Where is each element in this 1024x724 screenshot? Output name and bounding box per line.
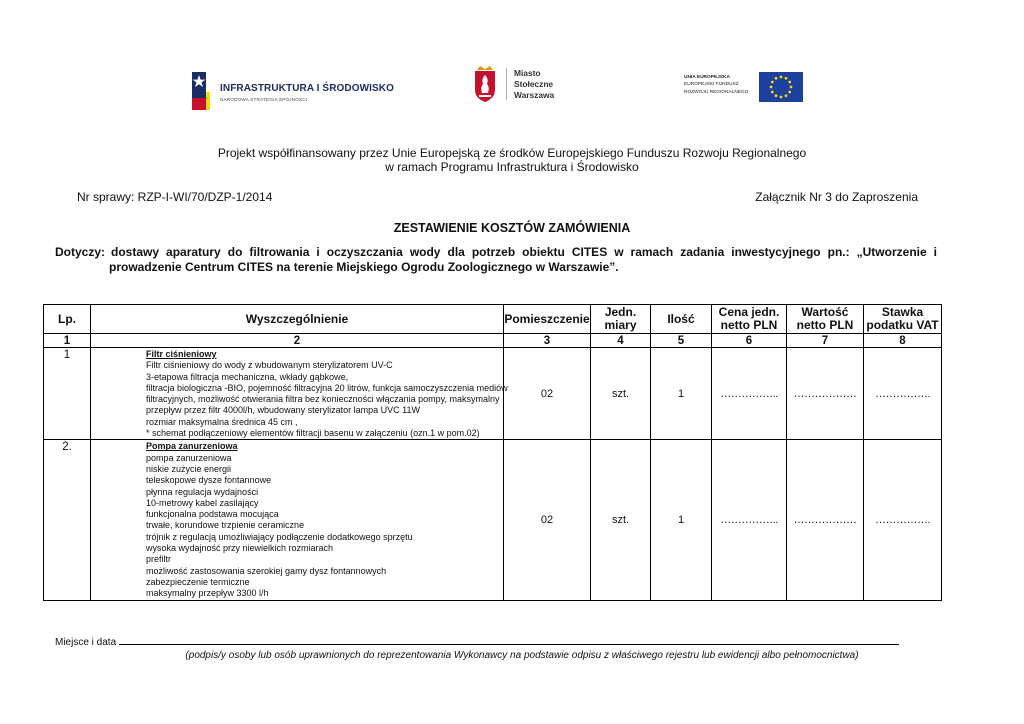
row-spec-line: rozmiar maksymalna średnica 45 cm , xyxy=(146,416,298,427)
table-row xyxy=(44,348,942,440)
place-date-line xyxy=(55,636,899,648)
row-vat-rate-field[interactable]: ……………. xyxy=(864,440,942,600)
column-number-row xyxy=(44,334,942,348)
row-spec-line: prefiltr xyxy=(146,554,172,565)
table-row xyxy=(44,440,942,600)
row-spec-line: maksymalny przepływ 3300 l/h xyxy=(146,588,269,599)
row-unit: szt. xyxy=(591,348,651,440)
column-number: 7 xyxy=(787,334,864,348)
document-title: ZESTAWIENIE KOSZTÓW ZAMÓWIENIA xyxy=(393,221,631,235)
column-number: 6 xyxy=(712,334,787,348)
col-header-unit-l1: Jedn. xyxy=(604,305,637,319)
col-header-price-l1: Cena jedn. xyxy=(718,305,780,319)
warsaw-crest-icon xyxy=(472,66,498,102)
flag-star-icon xyxy=(190,72,212,110)
row-vat-rate-field[interactable]: ……………. xyxy=(864,348,942,440)
col-header-value-l2: netto PLN xyxy=(796,318,854,332)
row-spec-line: 3-etapowa filtracja mechaniczna, wkłady gąbkowe, xyxy=(146,371,349,382)
row-item-name: Filtr ciśnieniowy xyxy=(146,349,217,359)
column-number: 8 xyxy=(864,334,942,348)
eu-flag-icon xyxy=(759,72,803,102)
row-qty: 1 xyxy=(651,348,712,440)
cost-table xyxy=(43,304,942,601)
col-header-room: Pomieszczenie xyxy=(504,305,591,334)
row-spec-line: filtracja biologiczna -BIO, pojemność filtracyjna 20 litrów, funkcja samoczyszczenia mediów xyxy=(146,382,508,393)
row-description xyxy=(91,348,508,440)
row-spec-line: Filtr ciśnieniowy do wody z wbudowanym sterylizatorem UV-C xyxy=(146,360,393,371)
row-net-value-field[interactable]: ……………… xyxy=(787,348,864,440)
col-header-vat xyxy=(864,305,942,334)
row-room: 02 xyxy=(504,348,591,440)
concerns-paragraph xyxy=(55,245,937,275)
infrastruktura-logo-title: INFRASTRUKTURA I ŚRODOWISKO xyxy=(220,83,394,94)
row-spec-line: zabezpieczenie termiczne xyxy=(146,576,250,587)
row-spec-line: filtracyjnych, możliwość otwierania filtra bez konieczności włączania pompy, maksymalny xyxy=(146,394,500,405)
row-unit: szt. xyxy=(591,440,651,600)
row-spec-line: pompa zanurzeniowa xyxy=(146,452,232,463)
cofinance-line-2: w ramach Programu Infrastruktura i Środowisko xyxy=(385,160,639,174)
row-spec-line: możliwość zastosowania szerokiej gamy dysz fontannowych xyxy=(146,565,387,576)
column-number: 1 xyxy=(44,334,91,348)
column-number: 5 xyxy=(651,334,712,348)
warsaw-logo-line2: Stołeczne xyxy=(514,79,554,89)
row-spec-line: teleskopowe dysze fontannowe xyxy=(146,475,272,486)
row-room: 02 xyxy=(504,440,591,600)
warszawa-logo xyxy=(472,66,572,106)
row-spec-line: trójnik z regulacją umożliwiający podłączenie dodatkowego sprzętu xyxy=(146,531,413,542)
infrastruktura-srodowisko-logo xyxy=(190,72,394,112)
infrastruktura-logo-subtitle: NARODOWA STRATEGIA SPÓJNOŚCI xyxy=(220,97,308,102)
col-header-qty: Ilość xyxy=(651,305,712,334)
place-date-label: Miejsce i data xyxy=(55,637,117,648)
col-header-lp: Lp. xyxy=(44,305,91,334)
col-header-value-l1: Wartość xyxy=(801,305,849,319)
eu-logo-line2: EUROPEJSKI FUNDUSZ xyxy=(684,82,739,88)
row-description xyxy=(91,440,504,600)
row-net-value-field[interactable]: ……………… xyxy=(787,440,864,600)
eu-logo-line1: UNIA EUROPEJSKA xyxy=(684,75,730,80)
col-header-unit xyxy=(591,305,651,334)
row-item-name: Pompa zanurzeniowa xyxy=(146,441,238,452)
warsaw-logo-divider xyxy=(506,68,507,100)
eu-logo-line3: ROZWOJU REGIONALNEGO xyxy=(684,89,749,95)
row-spec-line: płynna regulacja wydajności xyxy=(146,486,259,497)
row-lp: 2. xyxy=(44,440,91,600)
table-header-row xyxy=(44,305,942,334)
warsaw-logo-line3: Warszawa xyxy=(514,90,555,100)
col-header-vat-l2: podatku VAT xyxy=(866,318,939,332)
col-header-price-l2: netto PLN xyxy=(720,318,778,332)
concerns-line-2: prowadzenie Centrum CITES na terenie Miejskiego Ogrodu Zoologicznego w Warszawie”. xyxy=(109,260,619,274)
col-header-unit-l2: miary xyxy=(604,318,637,332)
col-header-vat-l1: Stawka xyxy=(881,305,924,319)
column-number: 2 xyxy=(91,334,504,348)
column-number: 4 xyxy=(591,334,651,348)
signature-caption: (podpis/y osoby lub osób uprawnionych do reprezentowania Wykonawcy na podstawie odpisu z właściwego rejestru lub ewidencji albo pełnomocnictwa) xyxy=(185,650,859,661)
row-spec-line: * schemat podłączeniowy elementów filtracji basenu w załączeniu (ozn.1 w pom.02) xyxy=(146,428,480,439)
row-spec-line: niskie zużycie energii xyxy=(146,463,232,474)
row-spec-line: wysoka wydajność przy niewielkich rozmiarach xyxy=(146,543,334,554)
row-qty: 1 xyxy=(651,440,712,600)
place-date-signature-rule[interactable] xyxy=(119,636,899,645)
row-spec-line: funkcjonalna podstawa mocująca xyxy=(146,509,279,520)
row-spec-line: przepływ przez filtr 4000l/h, wbudowany sterylizator lampa UVC 11W xyxy=(146,405,420,416)
row-spec-line: trwałe, korundowe trzpienie ceramiczne xyxy=(146,520,305,531)
row-unit-price-field[interactable]: …………….. xyxy=(712,440,787,600)
col-header-value xyxy=(787,305,864,334)
annex-label: Załącznik Nr 3 do Zaproszenia xyxy=(755,190,918,204)
col-header-price xyxy=(712,305,787,334)
row-unit-price-field[interactable]: …………….. xyxy=(712,348,787,440)
column-number: 3 xyxy=(504,334,591,348)
concerns-lead: Dotyczy: xyxy=(55,245,106,259)
row-lp: 1 xyxy=(44,348,91,440)
row-spec-line: 10-metrowy kabel zasilający xyxy=(146,497,259,508)
eu-fund-logo xyxy=(680,70,804,104)
warsaw-logo-line1: Miasto xyxy=(514,68,541,78)
concerns-line-1: dostawy aparatury do filtrowania i oczyszczania wody dla potrzeb obiektu CITES w ramach zadania inwestycyjnego pn.: „Utworzenie i xyxy=(111,245,937,259)
case-number: Nr sprawy: RZP-I-WI/70/DZP-1/2014 xyxy=(77,190,273,204)
col-header-item: Wyszczególnienie xyxy=(91,305,504,334)
cofinance-line-1: Projekt współfinansowany przez Unie Europejską ze środków Europejskiego Funduszu Rozwoju Regionalnego xyxy=(217,146,807,160)
